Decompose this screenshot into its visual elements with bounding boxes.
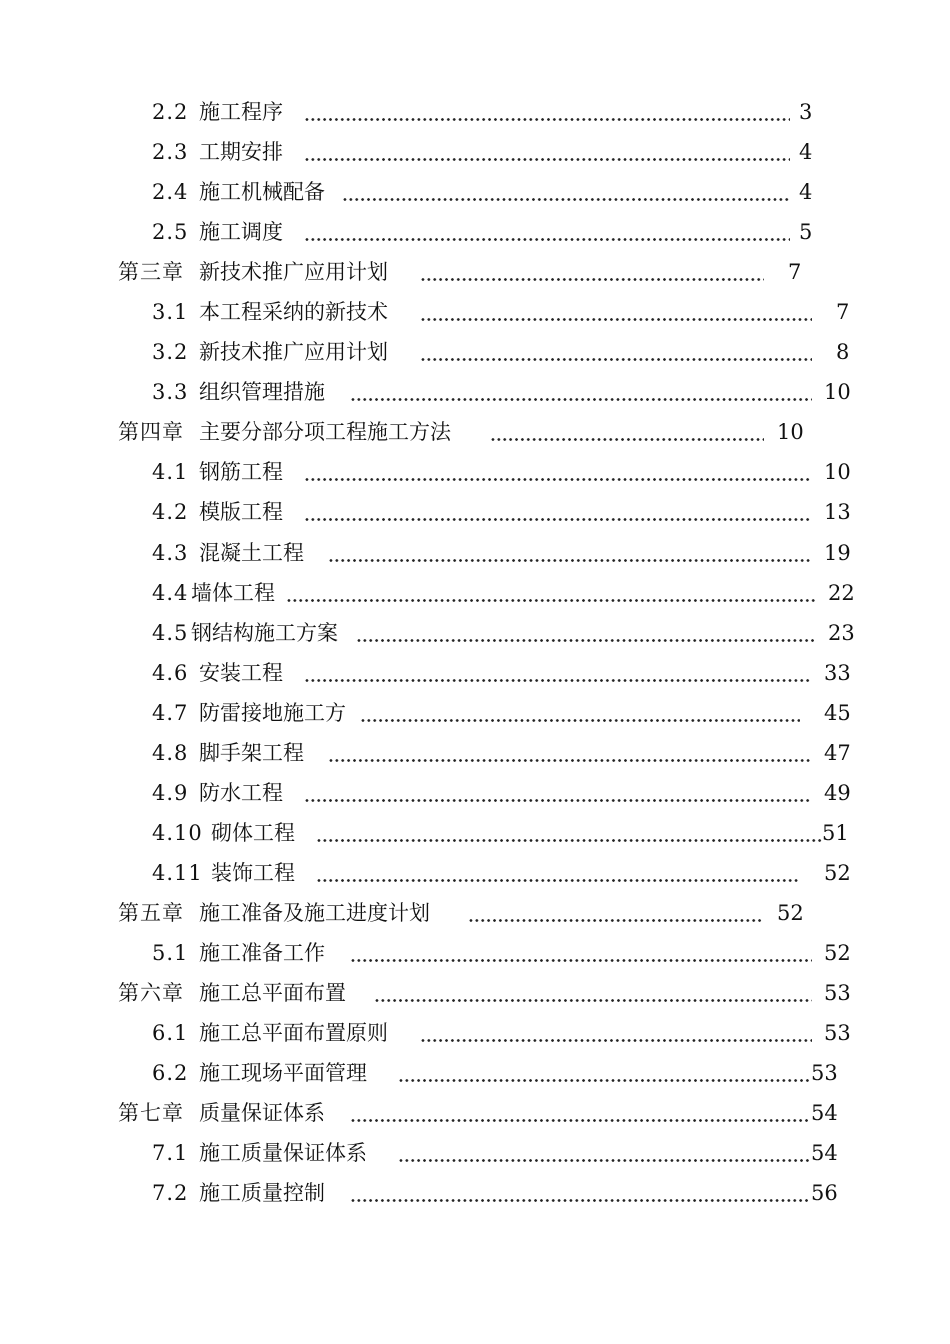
toc-entry[interactable] xyxy=(0,1093,950,1133)
toc-entry-page-number: 52 xyxy=(824,940,851,965)
toc-entry-number: 4.5 xyxy=(152,620,189,645)
toc-entry-page-number: 10 xyxy=(777,420,804,445)
toc-entry-number: 第七章 xyxy=(118,1101,184,1126)
toc-entry-number: 7.1 xyxy=(152,1141,189,1166)
toc-entry-number: 6.1 xyxy=(152,1021,189,1046)
toc-dot-leader xyxy=(304,238,790,241)
toc-entry-page-number: 53 xyxy=(824,981,851,1006)
toc-entry-page-number: 51 xyxy=(822,820,849,845)
toc-entry[interactable] xyxy=(0,653,950,693)
toc-entry-number: 5.1 xyxy=(152,940,189,965)
toc-entry-title: 钢结构施工方案 xyxy=(191,620,338,645)
toc-entry-title: 本工程采纳的新技术 xyxy=(199,300,388,325)
toc-entry-page-number: 23 xyxy=(828,620,855,645)
toc-dot-leader xyxy=(304,158,790,161)
toc-entry-title: 钢筋工程 xyxy=(199,460,283,485)
toc-entry-title: 施工准备工作 xyxy=(199,940,325,965)
toc-entry-number: 第三章 xyxy=(118,260,184,285)
toc-entry-title: 工期安排 xyxy=(199,140,283,165)
toc-entry-number: 3.3 xyxy=(152,380,189,405)
toc-dot-leader xyxy=(350,1199,810,1202)
toc-entry-page-number: 56 xyxy=(811,1181,838,1206)
toc-entry-number: 2.4 xyxy=(152,180,189,205)
toc-dot-leader xyxy=(304,679,812,682)
toc-entry-title: 砌体工程 xyxy=(211,820,295,845)
toc-entry-page-number: 7 xyxy=(788,260,802,285)
toc-entry-page-number: 19 xyxy=(824,540,851,565)
toc-entry-title: 施工程序 xyxy=(199,100,283,124)
toc-entry-page-number: 3 xyxy=(799,100,813,124)
toc-entry-number: 4.7 xyxy=(152,700,189,725)
toc-entry-title: 组织管理措施 xyxy=(199,380,325,405)
toc-entry-page-number: 52 xyxy=(824,860,851,885)
toc-entry-title: 施工准备及施工进度计划 xyxy=(199,900,430,925)
table-of-contents xyxy=(0,92,950,1213)
toc-entry-number: 2.3 xyxy=(152,140,189,165)
toc-dot-leader xyxy=(316,879,800,882)
toc-entry[interactable] xyxy=(0,172,950,212)
toc-entry[interactable] xyxy=(0,492,950,532)
toc-dot-leader xyxy=(286,599,816,602)
toc-entry-title: 墙体工程 xyxy=(191,580,275,605)
toc-entry-title: 施工调度 xyxy=(199,220,283,245)
toc-dot-leader xyxy=(398,1159,810,1162)
toc-entry[interactable] xyxy=(0,693,950,733)
toc-entry-page-number: 4 xyxy=(799,140,813,165)
toc-dot-leader xyxy=(374,999,812,1002)
toc-entry-page-number: 13 xyxy=(824,500,851,525)
toc-entry[interactable] xyxy=(0,372,950,412)
toc-entry-title: 施工总平面布置 xyxy=(199,981,346,1006)
toc-entry-page-number: 10 xyxy=(824,460,851,485)
toc-entry-title: 防雷接地施工方 xyxy=(199,700,346,725)
toc-entry-title: 脚手架工程 xyxy=(199,740,304,765)
toc-dot-leader xyxy=(350,398,812,401)
toc-entry-page-number: 10 xyxy=(824,380,851,405)
toc-entry-number: 4.10 xyxy=(152,820,203,845)
toc-dot-leader xyxy=(398,1079,810,1082)
toc-dot-leader xyxy=(420,318,812,321)
toc-entry-title: 模版工程 xyxy=(199,500,283,525)
toc-entry[interactable] xyxy=(0,813,950,853)
toc-dot-leader xyxy=(420,358,812,361)
toc-entry-number: 4.2 xyxy=(152,500,189,525)
toc-dot-leader xyxy=(350,959,812,962)
toc-entry-number: 4.1 xyxy=(152,460,189,485)
toc-entry-title: 施工总平面布置原则 xyxy=(199,1021,388,1046)
toc-entry[interactable] xyxy=(0,132,950,172)
toc-dot-leader xyxy=(356,639,816,642)
toc-entry[interactable] xyxy=(0,733,950,773)
toc-dot-leader xyxy=(350,1119,810,1122)
toc-entry[interactable] xyxy=(0,533,950,573)
toc-entry-page-number: 47 xyxy=(824,740,851,765)
toc-entry-number: 4.8 xyxy=(152,740,189,765)
toc-entry[interactable] xyxy=(0,1133,950,1173)
toc-entry-number: 4.6 xyxy=(152,660,189,685)
toc-dot-leader xyxy=(304,799,812,802)
toc-entry-number: 4.9 xyxy=(152,780,189,805)
toc-dot-leader xyxy=(420,1039,812,1042)
toc-dot-leader xyxy=(316,839,822,842)
toc-entry-title: 施工质量控制 xyxy=(199,1181,325,1206)
toc-entry[interactable] xyxy=(0,853,950,893)
toc-entry-page-number: 54 xyxy=(811,1141,838,1166)
toc-entry-page-number: 7 xyxy=(836,300,850,325)
toc-entry-number: 4.11 xyxy=(152,860,203,885)
toc-dot-leader xyxy=(304,478,812,481)
toc-entry-title: 新技术推广应用计划 xyxy=(199,340,388,365)
toc-dot-leader xyxy=(304,118,790,121)
toc-entry-title: 施工质量保证体系 xyxy=(199,1141,367,1166)
toc-entry[interactable] xyxy=(0,1053,950,1093)
toc-entry-page-number: 53 xyxy=(811,1061,838,1086)
toc-dot-leader xyxy=(328,559,812,562)
toc-dot-leader xyxy=(468,919,764,922)
toc-entry-number: 第四章 xyxy=(118,420,184,445)
toc-dot-leader xyxy=(342,198,790,201)
toc-entry-page-number: 5 xyxy=(799,220,813,245)
toc-entry-page-number: 8 xyxy=(836,340,850,365)
toc-entry-page-number: 54 xyxy=(811,1101,838,1126)
toc-entry-number: 第五章 xyxy=(118,900,184,925)
toc-entry-title: 安装工程 xyxy=(199,660,283,685)
toc-entry-title: 施工现场平面管理 xyxy=(199,1061,367,1086)
toc-dot-leader xyxy=(490,438,764,441)
toc-entry[interactable] xyxy=(0,773,950,813)
toc-entry-number: 2.5 xyxy=(152,220,189,245)
toc-entry[interactable] xyxy=(0,1013,950,1053)
toc-entry[interactable] xyxy=(0,1173,950,1213)
toc-entry[interactable] xyxy=(0,973,950,1013)
toc-entry[interactable] xyxy=(0,332,950,372)
toc-entry-number: 4.4 xyxy=(152,580,189,605)
toc-entry-number: 2.2 xyxy=(152,100,189,124)
toc-entry-page-number: 52 xyxy=(777,900,804,925)
toc-entry[interactable] xyxy=(0,933,950,973)
toc-entry-number: 7.2 xyxy=(152,1181,189,1206)
toc-entry-title: 施工机械配备 xyxy=(199,180,325,205)
toc-entry[interactable] xyxy=(0,412,950,452)
toc-entry-title: 混凝土工程 xyxy=(199,540,304,565)
toc-dot-leader xyxy=(360,719,800,722)
toc-entry-number: 3.1 xyxy=(152,300,189,325)
toc-entry-page-number: 53 xyxy=(824,1021,851,1046)
toc-entry-page-number: 4 xyxy=(799,180,813,205)
toc-entry-page-number: 22 xyxy=(828,580,855,605)
toc-entry-title: 新技术推广应用计划 xyxy=(199,260,388,285)
toc-entry-number: 4.3 xyxy=(152,540,189,565)
toc-entry[interactable] xyxy=(0,252,950,292)
toc-entry-title: 主要分部分项工程施工方法 xyxy=(199,420,451,445)
toc-entry-page-number: 49 xyxy=(824,780,851,805)
toc-entry-number: 第六章 xyxy=(118,981,184,1006)
toc-entry[interactable] xyxy=(0,92,950,132)
toc-dot-leader xyxy=(304,518,812,521)
toc-entry[interactable] xyxy=(0,613,950,653)
toc-dot-leader xyxy=(420,278,764,281)
toc-entry[interactable] xyxy=(0,292,950,332)
toc-entry-number: 3.2 xyxy=(152,340,189,365)
toc-entry-number: 6.2 xyxy=(152,1061,189,1086)
toc-entry[interactable] xyxy=(0,212,950,252)
toc-entry-title: 装饰工程 xyxy=(211,860,295,885)
toc-entry-page-number: 45 xyxy=(824,700,851,725)
toc-entry[interactable] xyxy=(0,452,950,492)
toc-entry-page-number: 33 xyxy=(824,660,851,685)
toc-entry-title: 防水工程 xyxy=(199,780,283,805)
toc-dot-leader xyxy=(328,759,812,762)
toc-entry[interactable] xyxy=(0,573,950,613)
toc-entry[interactable] xyxy=(0,893,950,933)
toc-entry-title: 质量保证体系 xyxy=(199,1101,325,1126)
